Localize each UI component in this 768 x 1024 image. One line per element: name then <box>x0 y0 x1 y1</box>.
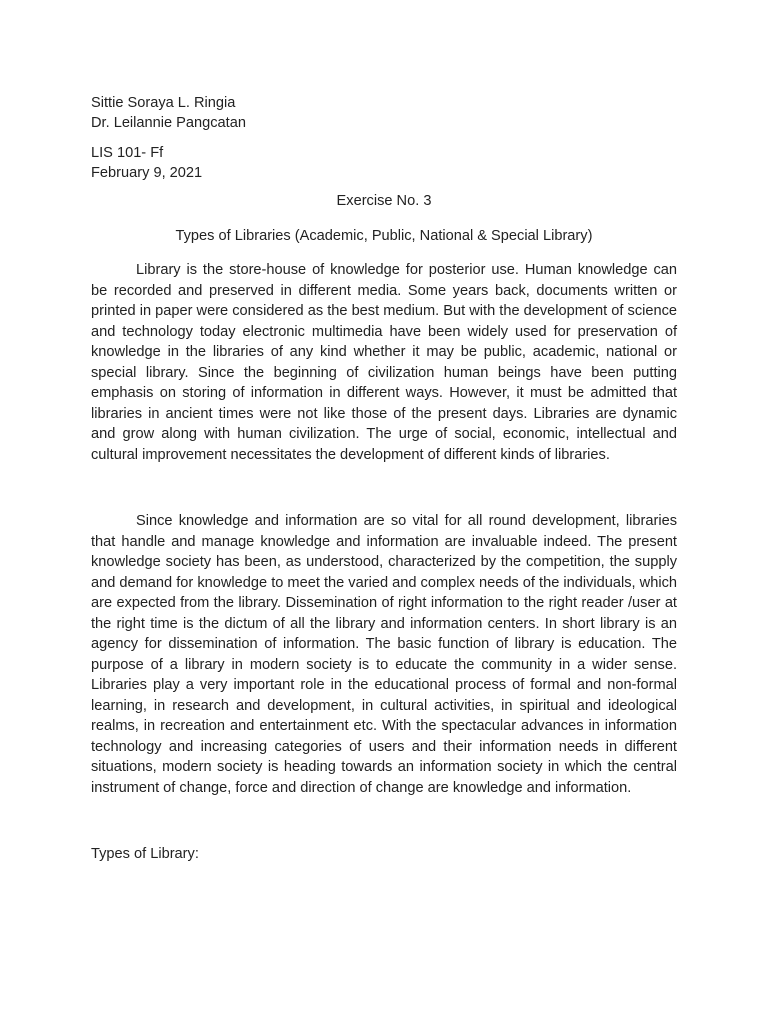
section-heading: Types of Library: <box>91 846 199 863</box>
paragraph-intro: Library is the store-house of knowledge for posterior use. Human knowledge can be recorded and preserved in different media. Some years back, documents written or printed in paper were considered as the best medium. But with the development of science and technology today electronic multimedia have been widely used for preservation of knowledge in the libraries of any kind whether it may be public, academic, national or special library. Since the beginning of civilization human beings have been putting emphasis on storing of information in different ways. However, it must be admitted that libraries in ancient times were not like those of the present days. Libraries are dynamic and grow along with human civilization. The urge of social, economic, intellectual and cultural improvement necessitates the development of different kinds of libraries. <box>91 262 677 463</box>
exercise-title: Exercise No. 3 <box>336 193 432 209</box>
paragraph-importance: Since knowledge and information are so vital for all round development, libraries that handle and manage knowledge and information are invaluable indeed. The present knowledge society has been, as understood, characterized by the competition, the supply and demand for knowledge to meet the varied and complex needs of the individuals, which are expected from the library. Dissemination of right information to the right reader /user at the right time is the dictum of all the library and information centers. In short library is an agency for dissemination of information. The basic function of library is education. The purpose of a library in modern society is to educate the community in a wider sense. Libraries play a very important role in the educational process of formal and non-formal learning, in research and development, in cultural activities, in spiritual and ideological realms, in recreation and entertainment etc. With the spectacular advances in information technology and increasing categories of users and their information needs in different situations, modern society is heading towards an information society in which the central instrument of change, force and direction of change are knowledge and information. <box>91 513 677 796</box>
instructor-name: Dr. Leilannie Pangcatan <box>91 115 246 131</box>
document-header <box>91 93 677 183</box>
document-body <box>91 93 677 879</box>
course-code: LIS 101- Ff <box>91 145 164 161</box>
document-subtitle: Types of Libraries (Academic, Public, National & Special Library) <box>175 227 593 244</box>
student-name: Sittie Soraya L. Ringia <box>91 95 236 111</box>
document-date: February 9, 2021 <box>91 165 203 181</box>
